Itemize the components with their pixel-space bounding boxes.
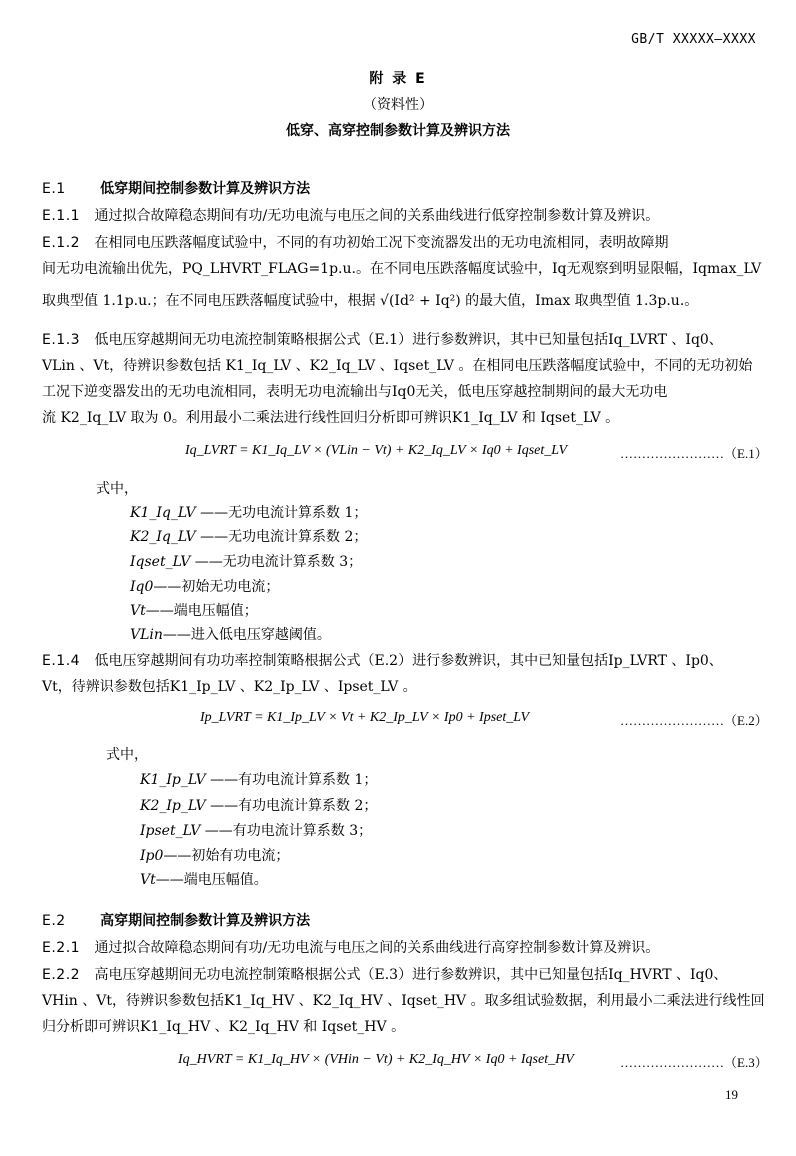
clause-e1-2-line2: 间无功电流输出优先，PQ_LHVRT_FLAG=1p.u.。在不同电压跌落幅度试验中，Iq无观察到明显限幅，Iqmax_LV [42,261,762,277]
definition-text: ——端电压幅值。 [155,872,268,888]
clause-number: E.1.4 [42,653,81,669]
equation-e3-label: ……………………（E.3） [620,1055,768,1070]
definition-item [140,845,289,865]
symbol: Ip0 [140,848,164,864]
clause-number: E.1.1 [42,208,81,224]
equation-e2-label: ……………………（E.2） [620,713,768,728]
definition-item [130,551,362,571]
where-label: 式中， [106,747,148,763]
symbol: K2_Ip_LV [140,798,206,814]
clause-e2-2-line3: 归分析即可辨识K1_Iq_HV 、K2_Iq_HV 和 Iqset_HV 。 [42,1019,406,1035]
section-title: 高穿期间控制参数计算及辨识方法 [100,913,311,929]
clause-e2-2-line1 [42,964,727,984]
clause-e1-3-line3: 工况下逆变器发出的无功电流相同，表明无功电流输出与Iq0无关，低电压穿越控制期间的最大无功电 [42,384,668,400]
definition-text: ——端电压幅值； [145,603,258,619]
definition-item [130,576,279,596]
section-title: 低穿期间控制参数计算及辨识方法 [100,181,311,197]
symbol: Iqset_LV [130,554,191,570]
clause-e1-4-line1 [42,650,723,670]
clause-e1-2-line1 [42,232,669,252]
clause-number: E.1.3 [42,332,81,348]
symbol: VLin [130,627,163,643]
clause-e1-4-line2: Vt，待辨识参数包括K1_Ip_LV 、K2_Ip_LV 、Ipset_LV 。 [42,679,417,695]
definition-item [140,769,377,789]
definition-item [140,869,268,889]
clause-e1-3-line1 [42,329,723,349]
section-e1-heading [42,178,310,198]
document-number: GB/T XXXXX—XXXX [631,32,756,47]
symbol: Vt [130,603,146,619]
clause-e2-2-line2: VHin 、Vt，待辨识参数包括K1_Iq_HV 、K2_Iq_HV 、Iqset_HV 。取多组试验数据，利用最小二乘法进行线性回 [42,993,765,1009]
definition-item [140,795,377,815]
symbol: K2_Iq_LV [130,529,196,545]
section-number: E.2 [42,913,66,929]
symbol: Iq0 [130,579,154,595]
definition-item [130,624,331,644]
equation-e1: Iq_LVRT = K1_Iq_LV × (VLin − Vt) + K2_Iq_LV × Iq0 + Iqset_LV [185,443,568,458]
definition-text: ——有功电流计算系数 3； [204,823,373,839]
section-e2-heading [42,910,310,930]
definition-text: ——无功电流计算系数 2； [200,529,368,545]
definition-text: ——无功电流计算系数 3； [194,554,363,570]
equation-e1-label: ……………………（E.1） [620,446,768,461]
clause-text: 在相同电压跌落幅度试验中，不同的有功初始工况下变流器发出的无功电流相同，表明故障期 [94,235,669,251]
definition-text: ——进入低电压穿越阈值。 [162,627,331,643]
definition-text: ——无功电流计算系数 1； [200,505,368,521]
appendix-label: 附 录 E [369,71,427,87]
clause-e1-2-line3: 取典型值 1.1p.u.；在不同电压跌落幅度试验中，根据 √(Id² + Iq²) 的最大值，Imax 取典型值 1.3p.u.。 [42,293,699,309]
definition-item [140,820,372,840]
appendix-title: 低穿、高穿控制参数计算及辨识方法 [286,123,510,139]
page-number: 19 [725,1087,738,1102]
definition-item [130,600,258,620]
clause-number: E.2.2 [42,967,81,983]
definition-text: ——有功电流计算系数 2； [210,798,378,814]
equation-e2: Ip_LVRT = K1_Ip_LV × Vt + K2_Ip_LV × Ip0 + Ipset_LV [200,710,530,725]
clause-number: E.2.1 [42,940,81,956]
equation-e3: Iq_HVRT = K1_Iq_HV × (VHin − Vt) + K2_Iq_HV × Iq0 + Iqset_HV [178,1052,574,1067]
clause-text: 低电压穿越期间有功功率控制策略根据公式（E.2）进行参数辨识，其中已知量包括Ip_LVRT 、Ip0、 [94,653,723,669]
clause-text: 通过拟合故障稳态期间有功/无功电流与电压之间的关系曲线进行低穿控制参数计算及辨识。 [94,208,660,224]
clause-e2-1 [42,937,659,957]
definition-text: ——初始有功电流； [163,848,290,864]
symbol: K1_Iq_LV [130,505,196,521]
clause-number: E.1.2 [42,235,81,251]
clause-e1-3-line4: 流 K2_Iq_LV 取为 0。利用最小二乘法进行线性回归分析即可辨识K1_Iq_LV 和 Iqset_LV 。 [42,410,620,426]
symbol: Vt [140,872,156,888]
where-label: 式中， [96,481,138,497]
definition-text: ——有功电流计算系数 1； [210,772,378,788]
clause-text: 低电压穿越期间无功电流控制策略根据公式（E.1）进行参数辨识，其中已知量包括Iq_LVRT 、Iq0、 [94,332,723,348]
section-number: E.1 [42,181,66,197]
symbol: Ipset_LV [140,823,201,839]
definition-text: ——初始无功电流； [153,579,280,595]
definition-item [130,502,367,522]
clause-e1-3-line2: VLin 、Vt，待辨识参数包括 K1_Iq_LV 、K2_Iq_LV 、Iqset_LV 。在相同电压跌落幅度试验中，不同的无功初始 [42,358,753,374]
definition-item [130,526,367,546]
appendix-nature: （资料性） [363,97,433,113]
clause-e1-1 [42,205,659,225]
clause-text: 高电压穿越期间无功电流控制策略根据公式（E.3）进行参数辨识，其中已知量包括Iq_HVRT 、Iq0、 [94,967,728,983]
clause-text: 通过拟合故障稳态期间有功/无功电流与电压之间的关系曲线进行高穿控制参数计算及辨识。 [94,940,660,956]
symbol: K1_Ip_LV [140,772,206,788]
